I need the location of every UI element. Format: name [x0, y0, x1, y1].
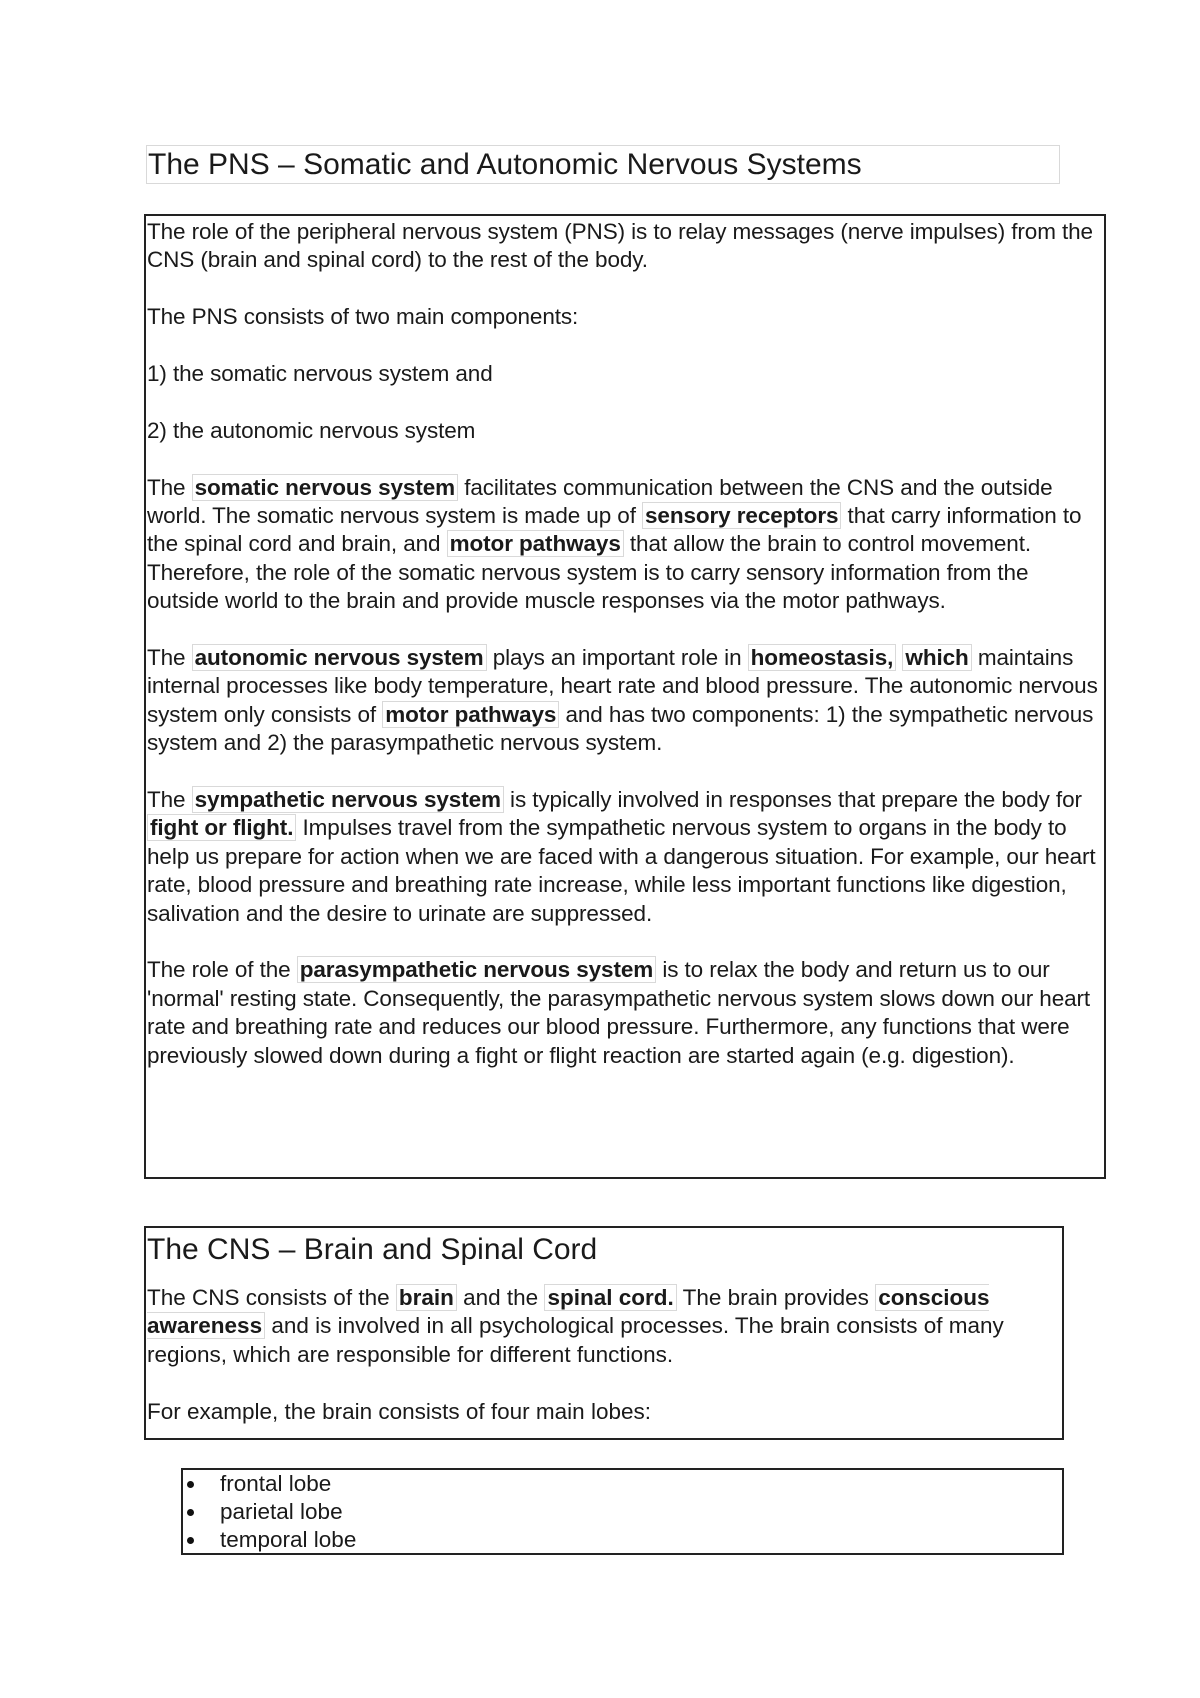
lobes-list-box — [181, 1468, 1064, 1555]
bullet-icon — [187, 1481, 194, 1488]
key-term: motor pathways — [447, 530, 624, 557]
bullet-icon — [187, 1509, 194, 1516]
key-term: somatic nervous system — [192, 474, 458, 501]
key-term: parasympathetic nervous system — [297, 956, 656, 983]
text: plays an important role in — [486, 645, 748, 671]
list-item — [183, 1526, 1062, 1554]
text: that allow the brain to control movement. Therefore, the role of the somatic nervous system is to carry sensory information from the outside world to the brain and provide muscle responses via the motor pathways. — [147, 531, 1032, 614]
sympathetic-paragraph — [147, 786, 1104, 928]
key-term: which — [902, 644, 971, 671]
text: The — [147, 787, 192, 813]
pns-title: The PNS – Somatic and Autonomic Nervous Systems — [146, 145, 1060, 184]
autonomic-paragraph — [147, 644, 1104, 758]
cns-section — [144, 1226, 1064, 1440]
text: is typically involved in responses that prepare the body for — [503, 787, 1082, 813]
somatic-paragraph — [147, 474, 1104, 616]
pns-components-intro: The PNS consists of two main components: — [147, 304, 579, 330]
key-term: brain — [396, 1284, 457, 1311]
lobes-intro: For example, the brain consists of four main lobes: — [147, 1398, 651, 1424]
list-item — [183, 1498, 1062, 1526]
text: and is involved in all psychological processes. The brain consists of many regions, which are responsible for different functions. — [147, 1313, 1004, 1367]
pns-component-2: 2) the autonomic nervous system — [147, 417, 476, 443]
key-term: homeostasis, — [748, 644, 897, 671]
text: The brain provides — [676, 1285, 876, 1310]
bullet-icon — [187, 1537, 194, 1544]
key-term: conscious awareness — [147, 1285, 990, 1339]
text: The role of the — [147, 957, 297, 983]
lobe-label: frontal lobe — [220, 1471, 332, 1496]
pns-component-1: 1) the somatic nervous system and — [147, 361, 493, 386]
pns-section — [144, 214, 1106, 1179]
text: The CNS consists of the — [147, 1285, 396, 1310]
text: The — [147, 645, 192, 671]
text: facilitates communication between the CNS and the outside world. The somatic nervous system is made up of — [147, 474, 1053, 528]
key-term: sympathetic nervous system — [192, 786, 504, 813]
text: that carry information to the spinal cord and brain, and — [147, 503, 1082, 557]
key-term: motor pathways — [382, 701, 559, 728]
text: Impulses travel from the sympathetic nervous system to organs in the body to help us prepare for action when we are faced with a dangerous situation. For example, our heart rate, blood pressure and breathing rate increase, while less important functions like digestion, salivation and the desire to urinate are suppressed. — [147, 815, 1096, 926]
parasympathetic-paragraph — [147, 956, 1104, 1070]
cns-paragraph — [147, 1284, 1062, 1369]
key-term: autonomic nervous system — [192, 644, 487, 671]
text: The — [147, 474, 192, 500]
text: maintains internal processes like body temperature, heart rate and blood pressure. The autonomic nervous system only consists of — [147, 645, 1098, 727]
key-term: spinal cord. — [544, 1284, 676, 1311]
lobe-label: parietal lobe — [220, 1499, 343, 1524]
key-term: sensory receptors — [642, 502, 841, 529]
text: is to relax the body and return us to our 'normal' resting state. Consequently, the parasympathetic nervous system slows down our heart rate and breathing rate and reduces our blood pressure. Furthermore, any functions that were previously slowed down during a fight or flight reaction are started again (e.g. digestion). — [147, 957, 1091, 1068]
cns-title: The CNS – Brain and Spinal Cord — [147, 1233, 598, 1266]
lobe-label: temporal lobe — [220, 1527, 357, 1552]
list-item — [183, 1470, 1062, 1498]
text: and has two components: 1) the sympathetic nervous system and 2) the parasympathetic nervous system. — [147, 701, 1094, 756]
pns-intro: The role of the peripheral nervous system (PNS) is to relay messages (nerve impulses) from the CNS (brain and spinal cord) to the rest of the body. — [147, 219, 1093, 273]
lobes-list — [183, 1470, 1062, 1554]
text: and the — [456, 1285, 545, 1310]
key-term: fight or flight. — [147, 814, 296, 841]
